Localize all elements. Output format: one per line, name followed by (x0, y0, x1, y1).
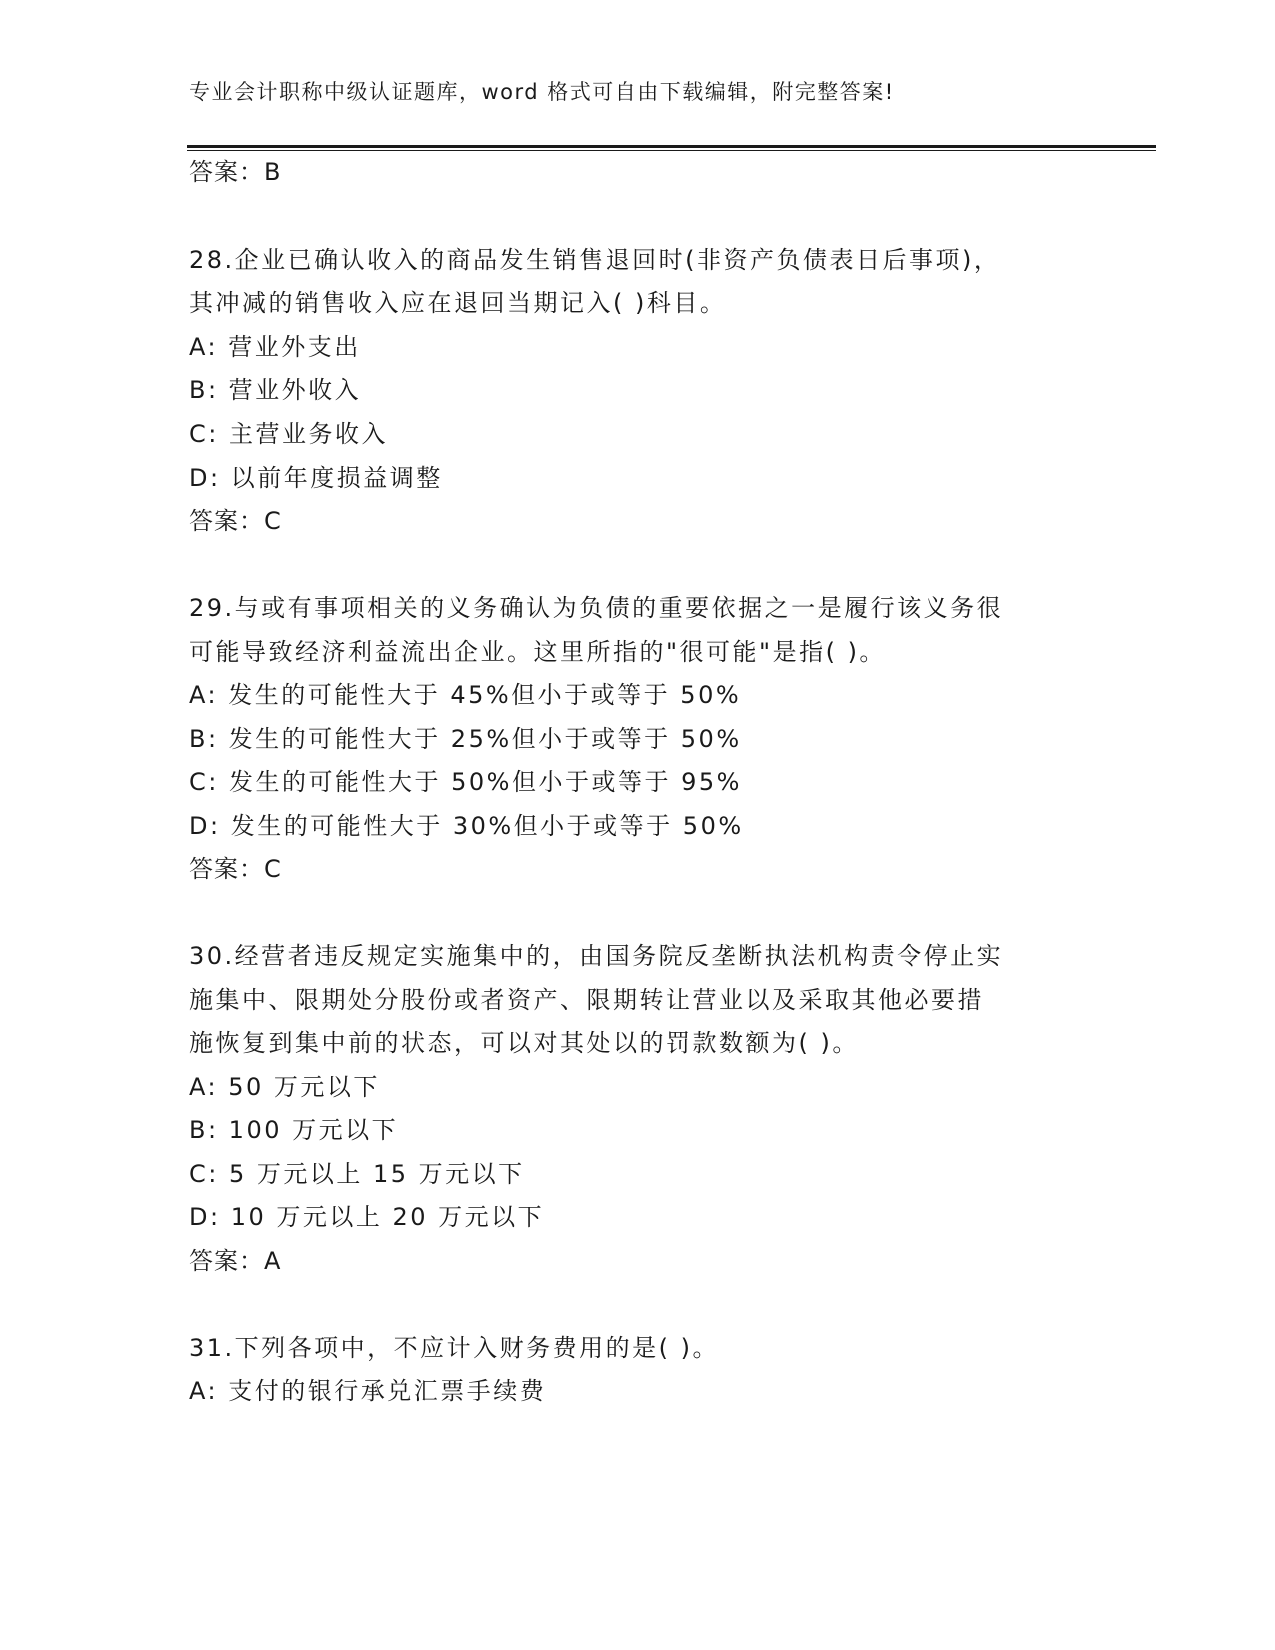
header-rule-thick (187, 145, 1156, 148)
question-30-option-c: C: 5 万元以上 15 万元以下 (189, 1160, 525, 1188)
question-28-option-c: C: 主营业务收入 (189, 420, 388, 448)
question-28-stem-line-2: 其冲减的销售收入应在退回当期记入( )科目。 (189, 289, 727, 317)
question-28-option-d: D: 以前年度损益调整 (189, 464, 443, 492)
question-29-answer: 答案：C (189, 855, 282, 883)
page-header: 专业会计职称中级认证题库，word 格式可自由下载编辑，附完整答案! (189, 80, 895, 104)
question-29-option-d: D: 发生的可能性大于 30%但小于或等于 50% (189, 812, 744, 840)
question-28-option-b: B: 营业外收入 (189, 376, 362, 404)
question-29-option-b: B: 发生的可能性大于 25%但小于或等于 50% (189, 725, 742, 753)
question-29-option-a: A: 发生的可能性大于 45%但小于或等于 50% (189, 681, 742, 709)
question-30-stem-line-3: 施恢复到集中前的状态，可以对其处以的罚款数额为( )。 (189, 1029, 859, 1057)
question-30-option-d: D: 10 万元以上 20 万元以下 (189, 1203, 545, 1231)
question-30-stem-line-1: 30.经营者违反规定实施集中的，由国务院反垄断执法机构责令停止实 (189, 942, 1004, 970)
question-30-stem-line-2: 施集中、限期处分股份或者资产、限期转让营业以及采取其他必要措 (189, 986, 984, 1014)
question-31-option-a: A: 支付的银行承兑汇票手续费 (189, 1377, 547, 1405)
header-rule-thin (187, 150, 1156, 151)
question-29-stem-line-2: 可能导致经济利益流出企业。这里所指的"很可能"是指( )。 (189, 638, 886, 666)
question-28-stem-line-1: 28.企业已确认收入的商品发生销售退回时(非资产负债表日后事项)， (189, 246, 1001, 274)
question-31-stem-line-1: 31.下列各项中，不应计入财务费用的是( )。 (189, 1334, 720, 1362)
question-28-answer: 答案：C (189, 507, 282, 535)
question-28-option-a: A: 营业外支出 (189, 333, 361, 361)
question-29-stem-line-1: 29.与或有事项相关的义务确认为负债的重要依据之一是履行该义务很 (189, 594, 1004, 622)
question-30-option-a: A: 50 万元以下 (189, 1073, 380, 1101)
question-29-option-c: C: 发生的可能性大于 50%但小于或等于 95% (189, 768, 742, 796)
previous-answer: 答案：B (189, 158, 282, 186)
question-30-option-b: B: 100 万元以下 (189, 1116, 399, 1144)
question-30-answer: 答案：A (189, 1247, 282, 1275)
